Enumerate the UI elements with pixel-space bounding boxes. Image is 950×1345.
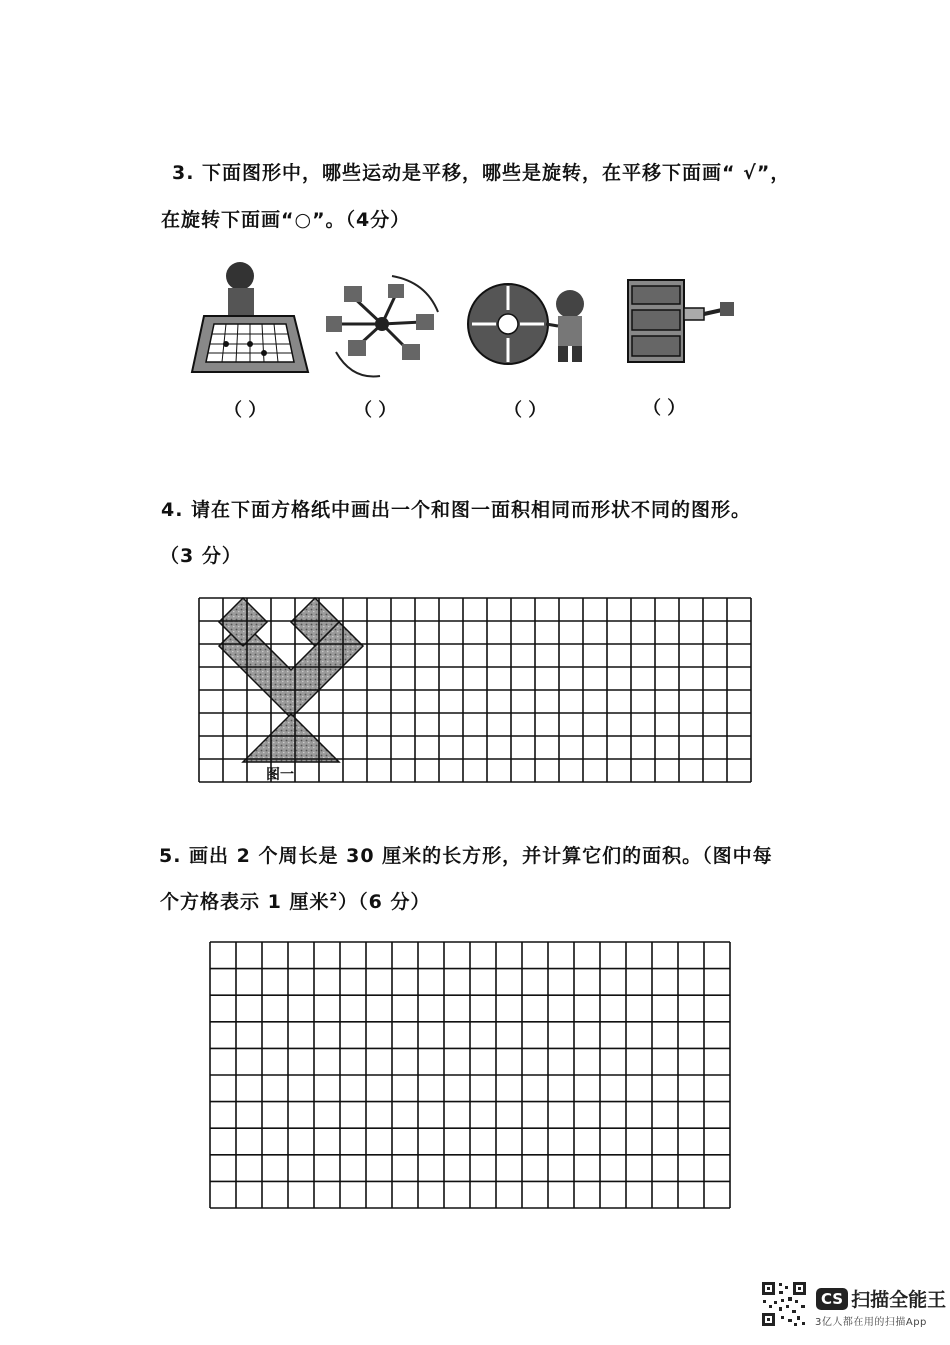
q5-grid-paper[interactable]: [206, 940, 738, 1212]
chess-board-icon: [190, 258, 310, 376]
figure-one-label: 图一: [266, 767, 294, 783]
q4-grid-paper[interactable]: [195, 594, 755, 786]
answer-paren-2[interactable]: （ ）: [354, 400, 397, 421]
drawer-icon: [624, 278, 740, 364]
q3-line2: 在旋转下面画“○”。（4分）: [161, 209, 411, 231]
scanner-brand: [816, 1285, 946, 1312]
cs-badge-icon: CS: [816, 1288, 848, 1310]
answer-paren-3[interactable]: （ ）: [504, 400, 547, 421]
q3-line1: 3. 下面图形中，哪些运动是平移，哪些是旋转，在平移下面画“ √”，: [172, 162, 791, 184]
figure-one-shape: [219, 598, 363, 762]
q5-superscript: 2: [329, 890, 339, 904]
answer-paren-4[interactable]: （ ）: [643, 398, 686, 419]
q5-line1: 5. 画出 2 个周长是 30 厘米的长方形，并计算它们的面积。（图中每: [159, 845, 773, 867]
answer-paren-1[interactable]: （ ）: [224, 400, 267, 421]
fan-wheel-icon: [466, 280, 596, 368]
brand-name: 扫描全能王: [851, 1289, 947, 1311]
q4-line2: （3 分）: [160, 545, 242, 567]
q5-line2-text: 个方格表示 1 厘米: [160, 891, 330, 913]
q5-line2-points: ）（6 分）: [338, 891, 431, 913]
spinning-ride-icon: [322, 272, 444, 380]
scanner-tagline: 3亿人都在用的扫描App: [815, 1317, 927, 1328]
q5-line2: [160, 887, 430, 914]
qr-code-icon: [761, 1281, 807, 1327]
q4-line1: 4. 请在下面方格纸中画出一个和图一面积相同而形状不同的图形。: [161, 499, 752, 521]
